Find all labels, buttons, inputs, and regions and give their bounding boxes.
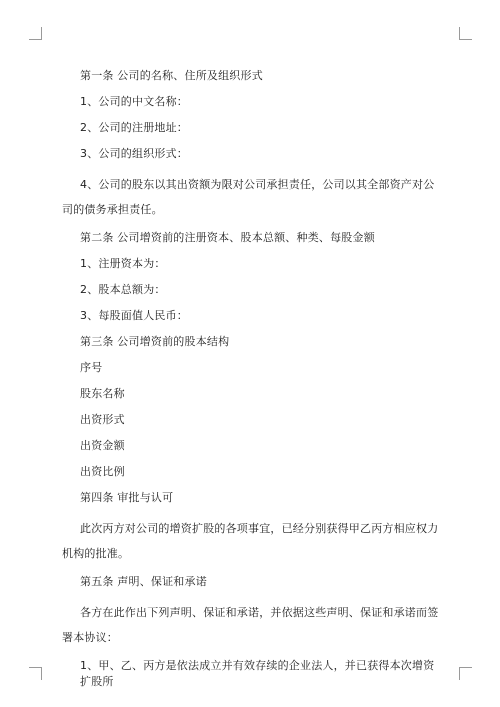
paragraph: 3、每股面值人民币： — [80, 309, 188, 322]
paragraph: 1、注册资本为： — [80, 257, 166, 270]
article-1-heading: 第一条 公司的名称、住所及组织形式 — [80, 69, 263, 82]
table-field-label: 股东名称 — [80, 387, 125, 400]
paragraph: 4、公司的股东以其出资额为限对公司承担责任，公司以其全部资产对公司的债务承担责任。 — [62, 178, 435, 216]
paragraph: 3、公司的组织形式： — [80, 147, 188, 160]
article-5-heading: 第五条 声明、保证和承诺 — [80, 575, 207, 588]
paragraph: 1、甲、乙、丙方是依法成立并有效存续的企业法人，并已获得本次增资扩股所 — [80, 659, 435, 688]
article-3-heading: 第三条 公司增资前的股本结构 — [80, 335, 230, 348]
crop-mark-bottom-right — [459, 667, 472, 680]
paragraph: 各方在此作出下列声明、保证和承诺，并依据这些声明、保证和承诺而签署本协议： — [62, 606, 439, 644]
table-field-label: 出资形式 — [80, 413, 125, 426]
table-field-label: 出资金额 — [80, 439, 125, 452]
crop-mark-top-left — [29, 27, 42, 40]
table-field-label: 出资比例 — [80, 465, 125, 478]
table-field-label: 序号 — [80, 361, 103, 374]
article-2-heading: 第二条 公司增资前的注册资本、股本总额、种类、每股金额 — [80, 231, 375, 244]
crop-mark-top-right — [459, 27, 472, 40]
document-body — [62, 68, 440, 690]
crop-mark-bottom-left — [29, 667, 42, 680]
paragraph: 2、公司的注册地址： — [80, 121, 188, 134]
paragraph: 2、股本总额为： — [80, 283, 166, 296]
article-4-heading: 第四条 审批与认可 — [80, 491, 174, 504]
paragraph: 1、公司的中文名称： — [80, 95, 188, 108]
paragraph: 此次丙方对公司的增资扩股的各项事宜，已经分别获得甲乙丙方相应权力机构的批准。 — [62, 522, 439, 560]
